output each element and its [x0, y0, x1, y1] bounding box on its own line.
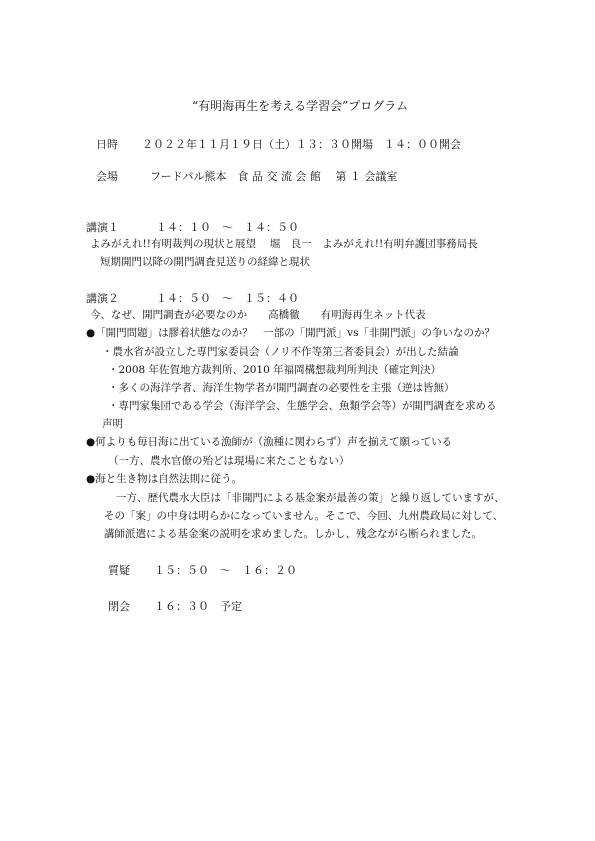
datetime-label: 日時	[96, 138, 118, 151]
sub-item-1: ・農水省が設立した専門家委員会（ノリ不作等第三者委員会）が出した結論	[102, 346, 459, 358]
bullet-2: ●何よりも毎日海に出ている漁師が（漁種に関わらず）声を揃えて願っている	[86, 436, 453, 448]
lecture1-title: よみがえれ!!有明裁判の現状と展望 堀 良一 よみがえれ!!有明弁護団事務局長	[90, 238, 478, 250]
lecture1-label: 講演１	[86, 221, 119, 234]
lecture2-title: 今、なぜ、開門調査が必要なのか 高橋徹 有明海再生ネット代表	[90, 309, 426, 321]
lecture1-subtitle: 短期開門以降の開門調査見送りの経緯と現状	[100, 256, 310, 268]
venue-value: フードパル熊本 食 品 交 流 会 館 第 １ 会議室	[150, 170, 398, 183]
lecture1-time: １４：１０ ～ １４：５０	[156, 221, 299, 234]
paragraph-line-3: 講師派遣による基金案の説明を求めました。しかし、残念ながら断られました。	[104, 528, 482, 540]
bullet-2-note: （一方、農水官僚の殆どは現場に来たこともない）	[108, 455, 350, 467]
closing-time: １６：３０ 予定	[154, 600, 242, 613]
lecture2-time: １４：５０ ～ １５：４０	[156, 292, 299, 305]
lecture2-label: 講演２	[86, 292, 119, 305]
document-title: “有明海再生を考える学習会”プログラム	[192, 99, 409, 113]
bullet-1: ●「開門問題」は膠着状態なのか？ 一部の「開門派」vs「非開門派」の争いなのか？	[86, 327, 495, 339]
closing-label: 閉会	[108, 600, 130, 613]
qa-label: 質疑	[108, 564, 130, 577]
qa-time: １５：５０ ～ １６：２０	[154, 564, 297, 577]
bullet-3: ●海と生き物は自然法則に従う。	[86, 473, 243, 485]
sub-item-3: ・多くの海洋学者、海洋生物学者が開門調査の必要性を主張（逆は皆無）	[108, 382, 455, 394]
sub-item-4: ・専門家集団である学会（海洋学会、生態学会、魚類学会等）が開門調査を求める	[108, 400, 497, 412]
datetime-value: ２０２２年１１月１９日（土）１３：３０開場 １４：００開会	[142, 138, 461, 151]
sub-item-4-continued: 声明	[102, 418, 123, 430]
sub-item-2: ・2008 年佐賀地方裁判所、2010 年福岡構想裁判所判決（確定判決）	[108, 364, 442, 376]
venue-label: 会場	[96, 170, 118, 183]
paragraph-line-2: その「案」の中身は明らかになっていません。そこで、今回、九州農政局に対して、	[104, 510, 504, 522]
paragraph-line-1: 一方、歴代農水大臣は「非開門による基金案が最善の策」と繰り返していますが、	[116, 492, 505, 504]
